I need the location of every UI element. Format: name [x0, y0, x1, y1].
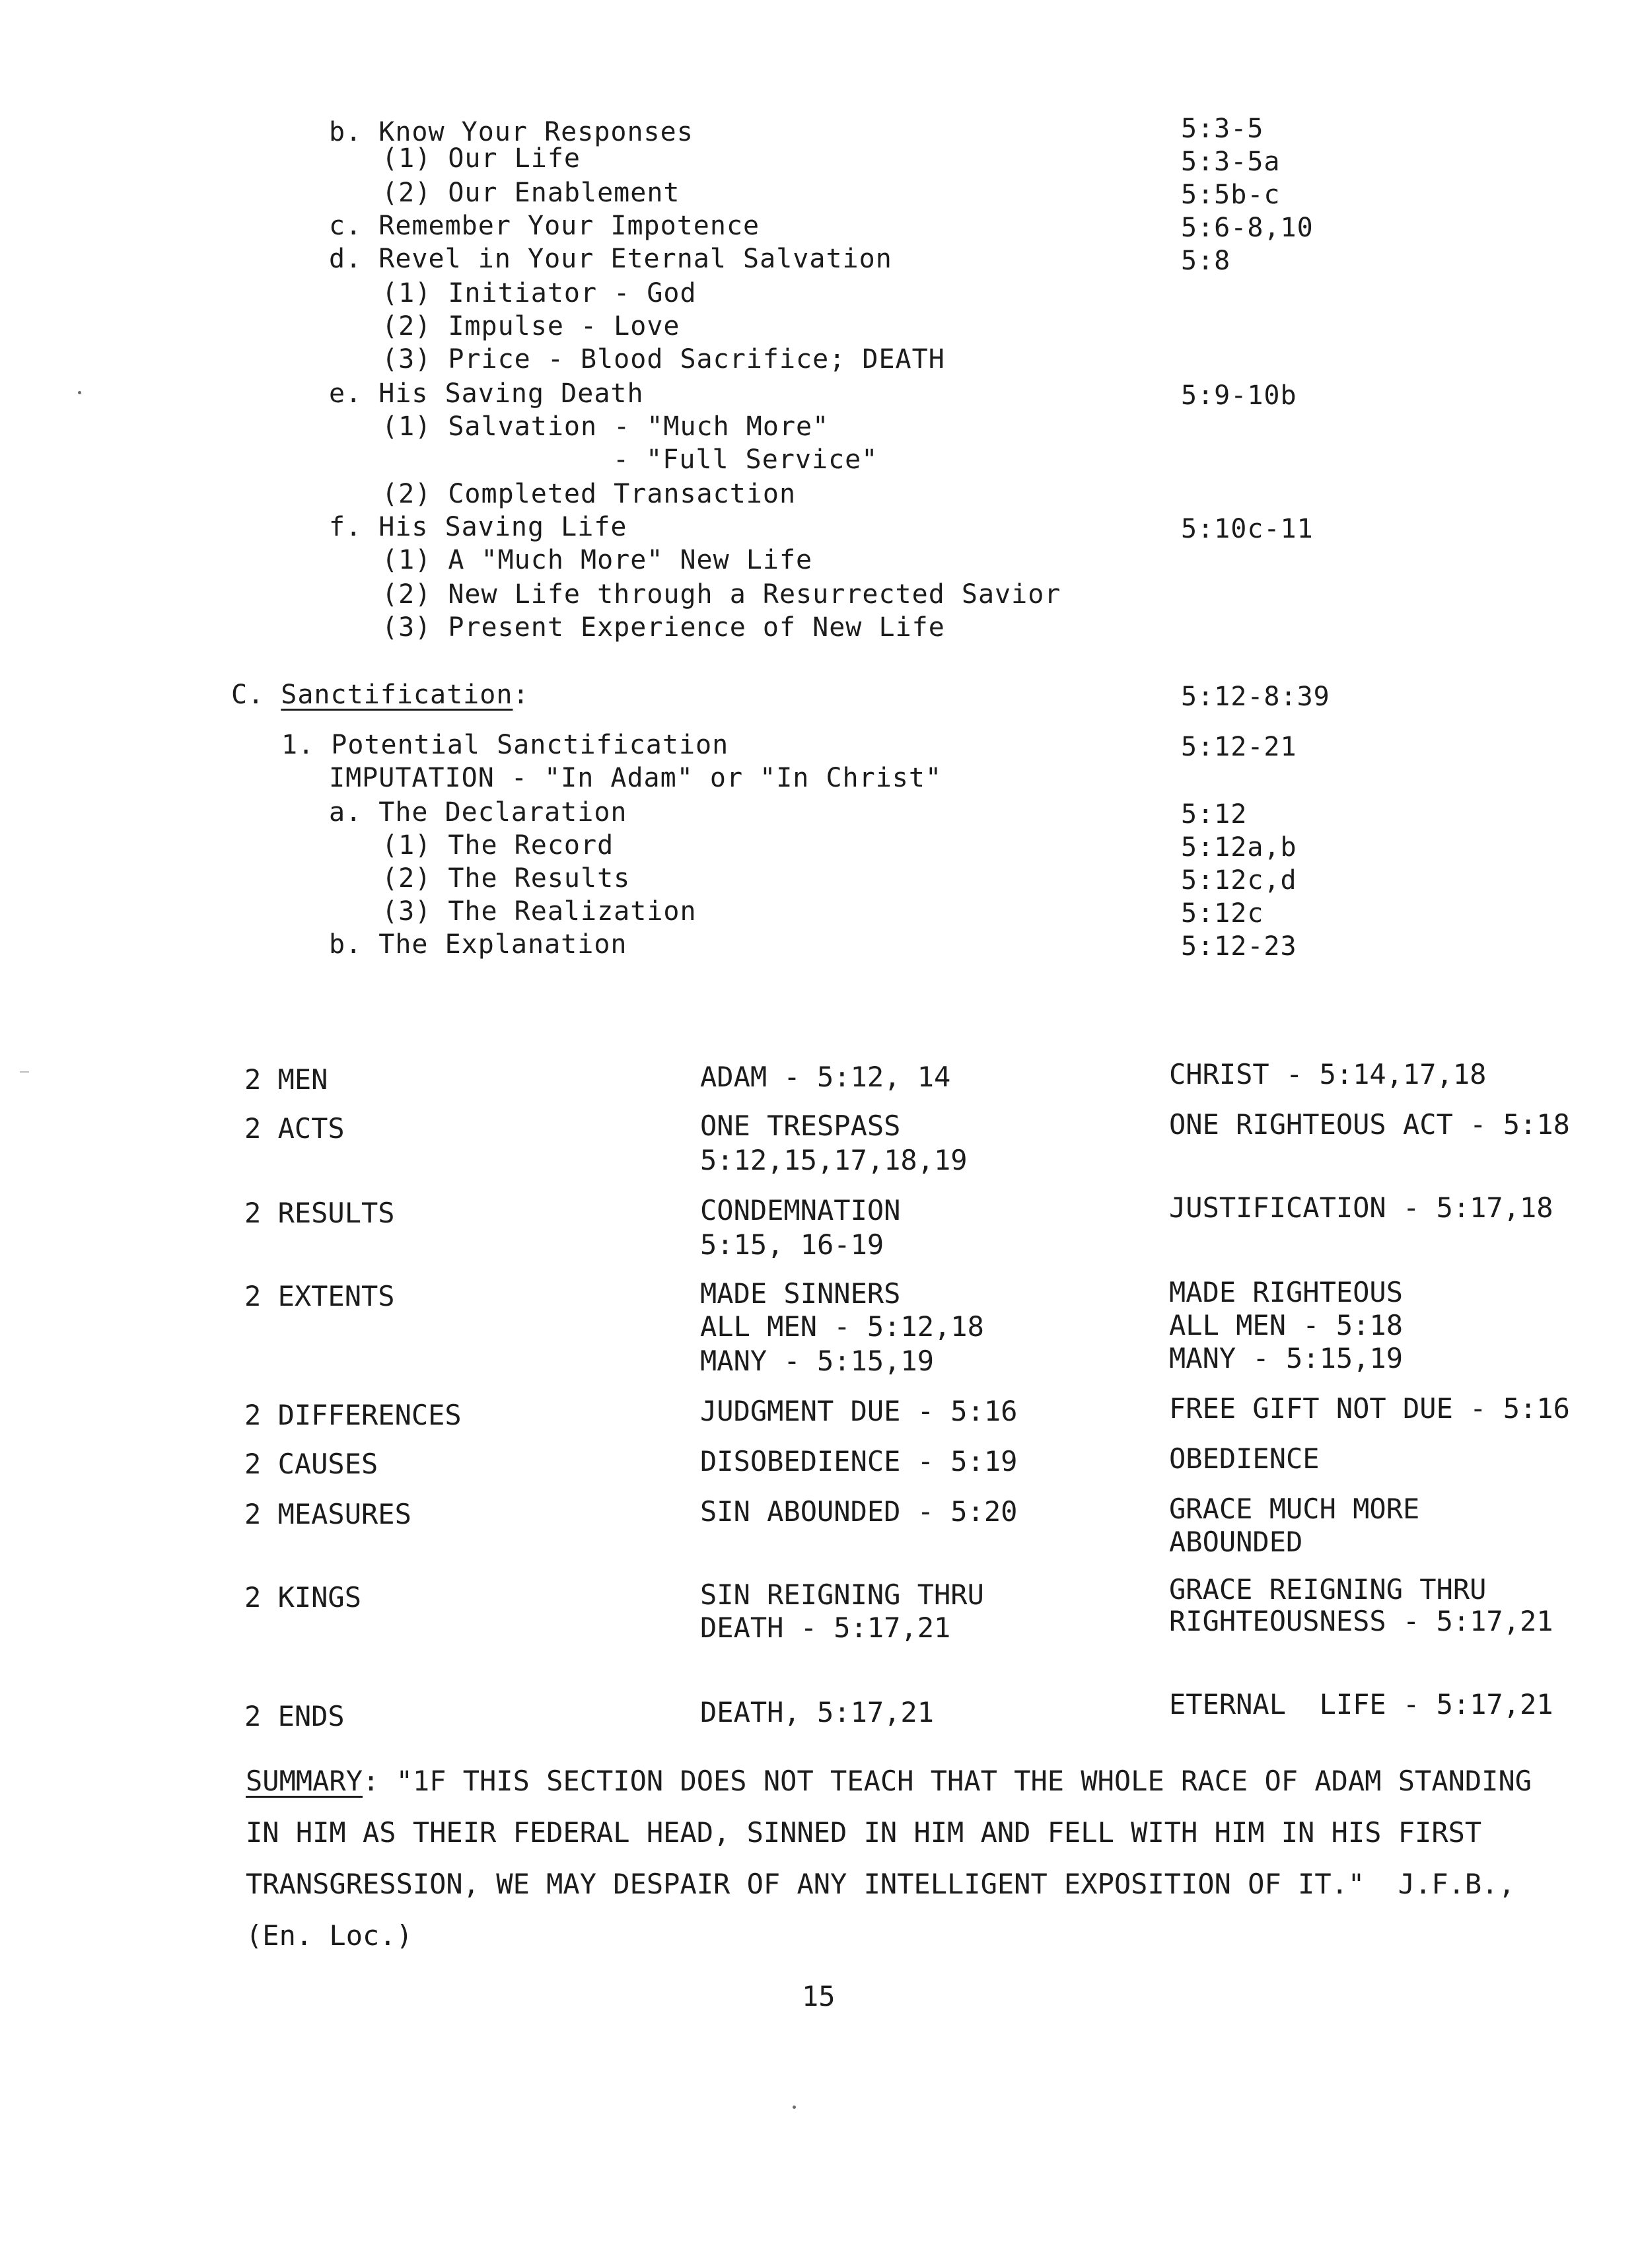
christ-cell: ABOUNDED	[1169, 1526, 1303, 1558]
row-label: 2 EXTENTS	[244, 1280, 395, 1312]
page-number: 15	[802, 1980, 836, 2012]
outline-c1: 1. Potential Sanctification	[281, 730, 729, 760]
scan-speck	[793, 2106, 796, 2109]
christ-cell: CHRIST - 5:14,17,18	[1169, 1058, 1487, 1090]
row-label: 2 ENDS	[244, 1700, 345, 1732]
outline-d: d. Revel in Your Eternal Salvation	[329, 244, 892, 274]
christ-cell: GRACE MUCH MORE	[1169, 1493, 1420, 1525]
christ-cell: ONE RIGHTEOUS ACT - 5:18	[1169, 1108, 1570, 1141]
adam-cell: MANY - 5:15,19	[700, 1345, 935, 1377]
row-label: 2 MEASURES	[244, 1498, 411, 1530]
adam-cell: CONDEMNATION	[700, 1194, 901, 1226]
ref-b: 5:3-5	[1181, 114, 1264, 144]
ref-c1a2: 5:12c,d	[1181, 865, 1297, 896]
outline-c: c. Remember Your Impotence	[329, 211, 760, 241]
christ-cell: GRACE REIGNING THRU	[1169, 1573, 1487, 1606]
row-label: 2 KINGS	[244, 1581, 362, 1613]
outline-b1: (1) Our Life	[382, 143, 581, 174]
ref-c1: 5:12-21	[1181, 732, 1297, 762]
adam-cell: SIN REIGNING THRU	[700, 1578, 984, 1611]
outline-c1b: b. The Explanation	[329, 929, 627, 960]
outline-c1a: a. The Declaration	[329, 797, 627, 828]
outline-c1a3: (3) The Realization	[382, 896, 697, 927]
ref-c1a3: 5:12c	[1181, 898, 1264, 929]
summary-label: SUMMARY	[246, 1765, 363, 1797]
row-label: 2 CAUSES	[244, 1448, 378, 1480]
summary-line-1	[246, 1755, 1553, 1807]
outline-f3: (3) Present Experience of New Life	[382, 612, 945, 643]
adam-cell: JUDGMENT DUE - 5:16	[700, 1395, 1018, 1427]
summary-line-2: IN HIM AS THEIR FEDERAL HEAD, SINNED IN HIM AND FELL WITH HIM IN HIS FIRST	[246, 1816, 1482, 1849]
adam-cell: ONE TRESPASS	[700, 1110, 901, 1142]
section-c-heading	[231, 682, 530, 708]
outline-c1a2: (2) The Results	[382, 863, 631, 894]
outline-b: b. Know Your Responses	[329, 117, 694, 147]
christ-cell: JUSTIFICATION - 5:17,18	[1169, 1191, 1553, 1224]
ref-e: 5:9-10b	[1181, 380, 1297, 411]
adam-cell: DISOBEDIENCE - 5:19	[700, 1445, 1018, 1477]
adam-cell: SIN ABOUNDED - 5:20	[700, 1495, 1018, 1528]
summary-paragraph	[246, 1755, 1553, 1962]
outline-b2: (2) Our Enablement	[382, 178, 680, 208]
outline-d1: (1) Initiator - God	[382, 278, 697, 308]
adam-cell: 5:15, 16-19	[700, 1228, 884, 1261]
outline-d2: (2) Impulse - Love	[382, 311, 680, 341]
ref-f: 5:10c-11	[1181, 514, 1314, 544]
section-c-prefix: C.	[231, 680, 265, 710]
christ-cell: FREE GIFT NOT DUE - 5:16	[1169, 1392, 1570, 1425]
scan-speck	[78, 391, 81, 394]
outline-f: f. His Saving Life	[329, 512, 627, 542]
outline-e: e. His Saving Death	[329, 378, 644, 409]
ref-c1a: 5:12	[1181, 799, 1248, 830]
ref-c: 5:6-8,10	[1181, 213, 1314, 243]
outline-d3: (3) Price - Blood Sacrifice; DEATH	[382, 344, 945, 374]
ref-b1: 5:3-5a	[1181, 147, 1281, 177]
row-label: 2 ACTS	[244, 1112, 345, 1145]
christ-cell: ETERNAL LIFE - 5:17,21	[1169, 1688, 1553, 1720]
adam-cell: DEATH - 5:17,21	[700, 1612, 951, 1644]
ref-section-c: 5:12-8:39	[1181, 682, 1330, 712]
summary-text-1: : "1F THIS SECTION DOES NOT TEACH THAT THE WHOLE RACE OF ADAM STANDING	[363, 1765, 1532, 1797]
outline-c1a1: (1) The Record	[382, 830, 614, 861]
section-c-title: Sanctification	[281, 680, 513, 710]
outline-e1: (1) Salvation - "Much More"	[382, 411, 830, 442]
section-c-suffix: :	[513, 680, 530, 710]
imputation-line: IMPUTATION - "In Adam" or "In Christ"	[329, 763, 943, 793]
adam-cell: 5:12,15,17,18,19	[700, 1144, 968, 1176]
summary-line-4: (En. Loc.)	[246, 1919, 413, 1952]
adam-cell: ADAM - 5:12, 14	[700, 1061, 951, 1093]
outline-e1b: - "Full Service"	[613, 444, 878, 475]
ref-b2: 5:5b-c	[1181, 180, 1281, 210]
ref-c1b: 5:12-23	[1181, 931, 1297, 962]
christ-cell: MANY - 5:15,19	[1169, 1342, 1404, 1374]
christ-cell: ALL MEN - 5:18	[1169, 1309, 1404, 1341]
scan-speck	[20, 1071, 29, 1073]
adam-cell: MADE SINNERS	[700, 1277, 901, 1310]
christ-cell: OBEDIENCE	[1169, 1442, 1320, 1475]
christ-cell: RIGHTEOUSNESS - 5:17,21	[1169, 1605, 1553, 1637]
christ-cell: MADE RIGHTEOUS	[1169, 1276, 1404, 1308]
row-label: 2 RESULTS	[244, 1197, 395, 1229]
outline-e2: (2) Completed Transaction	[382, 479, 797, 509]
row-label: 2 DIFFERENCES	[244, 1399, 462, 1431]
outline-f2: (2) New Life through a Resurrected Savior	[382, 579, 1061, 610]
ref-d: 5:8	[1181, 246, 1231, 276]
summary-line-3: TRANSGRESSION, WE MAY DESPAIR OF ANY INTELLIGENT EXPOSITION OF IT." J.F.B.,	[246, 1868, 1515, 1900]
adam-cell: DEATH, 5:17,21	[700, 1696, 935, 1728]
outline-f1: (1) A "Much More" New Life	[382, 545, 813, 575]
adam-cell: ALL MEN - 5:12,18	[700, 1310, 984, 1343]
ref-c1a1: 5:12a,b	[1181, 832, 1297, 863]
row-label: 2 MEN	[244, 1063, 328, 1096]
